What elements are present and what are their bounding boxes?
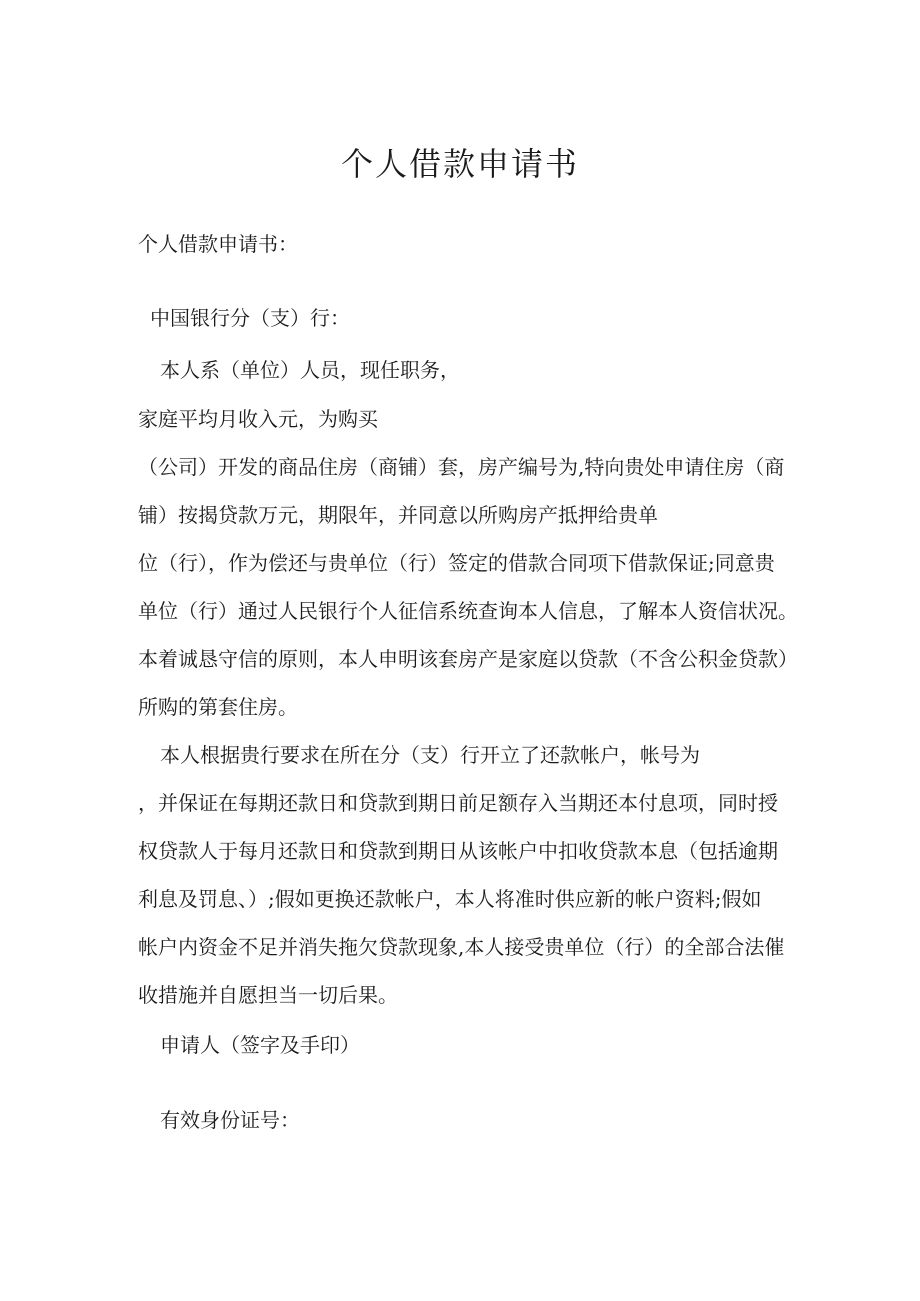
signature-label: 申请人（签字及手印） <box>160 1033 360 1057</box>
paragraph2-line: 权贷款人于每月还款日和贷款到期日从该帐户中扣收贷款本息（包括逾期 <box>138 839 778 863</box>
document-title: 个人借款申请书 <box>340 145 579 183</box>
paragraph1-line: 家庭平均月收入元，为购买 <box>138 407 378 431</box>
paragraph2-line: 收措施并自愿担当一切后果。 <box>138 983 398 1007</box>
paragraph2-line: ，并保证在每期还款日和贷款到期日前足额存入当期还本付息项，同时授 <box>138 791 778 815</box>
paragraph1-line: 单位（行）通过人民银行个人征信系统查询本人信息，了解本人资信状况。 <box>138 599 798 623</box>
paragraph2-line: 本人根据贵行要求在所在分（支）行开立了还款帐户，帐号为 <box>160 743 700 767</box>
paragraph2-line: 帐户内资金不足并消失拖欠贷款现象,本人接受贵单位（行）的全部合法催 <box>138 935 785 959</box>
id-number-label: 有效身份证号： <box>160 1108 300 1132</box>
paragraph2-line: 利息及罚息、）;假如更换还款帐户，本人将准时供应新的帐户资料;假如 <box>138 887 762 911</box>
paragraph1-line: 铺）按揭贷款万元，期限年，并同意以所购房产抵押给贵单 <box>138 503 658 527</box>
addressee: 中国银行分（支）行： <box>150 306 350 330</box>
document-subtitle: 个人借款申请书： <box>138 232 298 256</box>
paragraph1-line: 所购的第套住房。 <box>138 695 298 719</box>
paragraph1-line: （公司）开发的商品住房（商铺）套，房产编号为,特向贵处申请住房（商 <box>138 455 785 479</box>
paragraph1-line: 本人系（单位）人员，现任职务， <box>160 358 460 382</box>
paragraph1-line: 本着诚恳守信的原则，本人申明该套房产是家庭以贷款（不含公积金贷款） <box>138 647 798 671</box>
paragraph1-line: 位（行），作为偿还与贵单位（行）签定的借款合同项下借款保证;同意贵 <box>138 551 775 575</box>
